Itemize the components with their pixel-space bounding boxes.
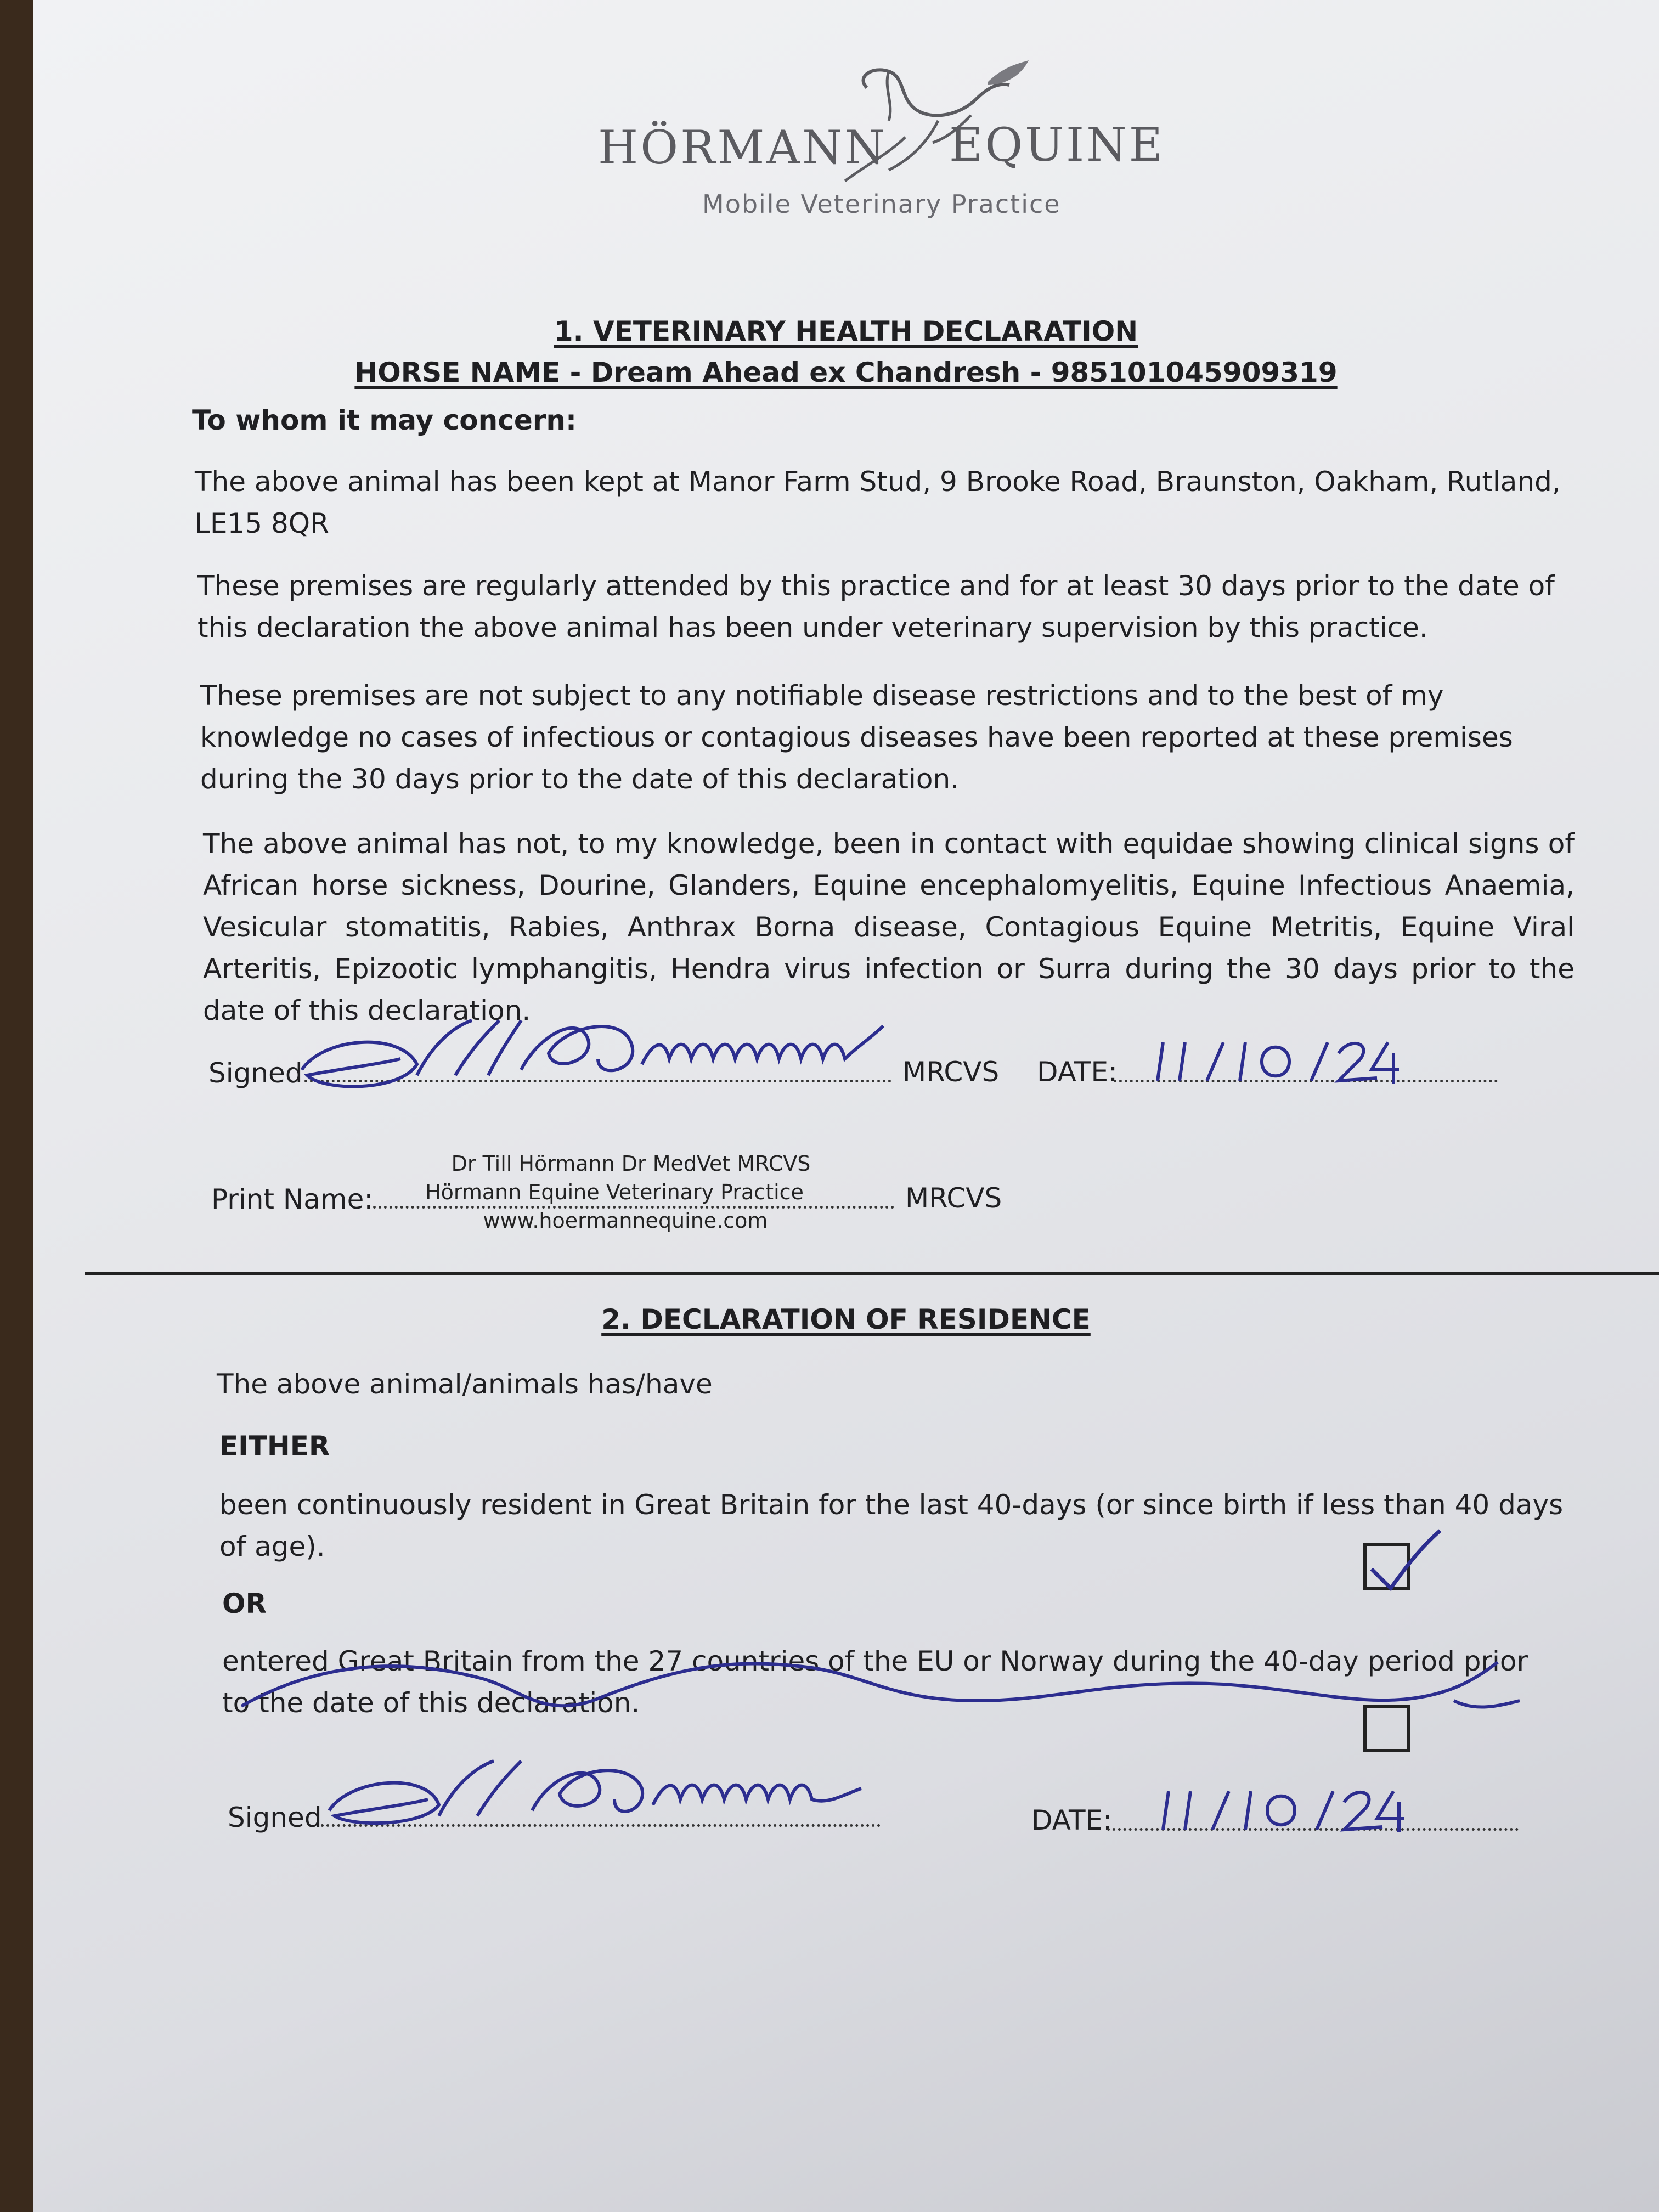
date-label-2: DATE: xyxy=(1031,1804,1112,1836)
signed-label-2: Signed xyxy=(228,1802,322,1833)
stamp-line-2: Hörmann Equine Veterinary Practice xyxy=(425,1180,804,1204)
checkmark-icon xyxy=(1366,1525,1443,1596)
paragraph-disease-contact: The above animal has not, to my knowledge, been in contact with equidae showing clinical signs of African horse sickness, Dourine, Glanders, Equine encephalomyelitis, Equine Infectious Anaemia, Vesicular stomatitis, Rabies, Anthrax Borna disease, Contagious Equine Metritis, Equine Viral Arteritis, Epizootic lymphangitis, Hendra virus infection or Surra during the 30 days prior to the date of this declaration. xyxy=(203,828,1575,1026)
mrcvs-label-1: MRCVS xyxy=(902,1056,1000,1088)
practice-logo xyxy=(33,49,1659,230)
print-name-label: Print Name: xyxy=(211,1183,374,1215)
section-divider xyxy=(85,1272,1659,1275)
brand-right: EQUINE xyxy=(949,118,1165,172)
section2-title: 2. DECLARATION OF RESIDENCE xyxy=(601,1304,1091,1335)
stamp-line-1: Dr Till Hörmann Dr MedVet MRCVS xyxy=(451,1152,811,1176)
or-label: OR xyxy=(222,1588,267,1620)
handwritten-signature-1 xyxy=(291,1004,900,1097)
option2-text: entered Great Britain from the 27 countries of the EU or Norway during the 40-day period prior to the date of this declaration. xyxy=(222,1645,1528,1719)
handwritten-date-1 xyxy=(1147,1031,1410,1086)
either-label: EITHER xyxy=(219,1430,330,1462)
strikethrough-scribble xyxy=(236,1646,1525,1723)
option2-checkbox[interactable] xyxy=(1363,1705,1410,1752)
stamp-line-3: www.hoermannequine.com xyxy=(483,1209,768,1233)
option1-text: been continuously resident in Great Britain for the last 40-days (or since birth if less than 40 days of age). xyxy=(219,1489,1564,1562)
brand-subtitle: Mobile Veterinary Practice xyxy=(702,189,1061,219)
handwritten-signature-2 xyxy=(318,1750,878,1832)
practice-stamp xyxy=(425,1149,900,1235)
date-label-1: DATE: xyxy=(1037,1056,1118,1088)
handwritten-date-2 xyxy=(1152,1780,1415,1835)
paragraph-supervision: These premises are regularly attended by this practice and for at least 30 days prior to the date of this declaration the above animal has been under veterinary supervision by this practice. xyxy=(198,570,1555,644)
print-mrcvs-label: MRCVS xyxy=(905,1182,1002,1214)
declaration-page xyxy=(33,0,1659,2212)
section1-title: 1. VETERINARY HEALTH DECLARATION xyxy=(554,315,1138,347)
salutation: To whom it may concern: xyxy=(192,404,577,436)
horse-name-line: HORSE NAME - Dream Ahead ex Chandresh - 985101045909319 xyxy=(354,357,1338,388)
signed-label-1: Signed xyxy=(208,1057,303,1089)
brand-left: HÖRMANN xyxy=(598,121,888,174)
paragraph-restrictions: These premises are not subject to any notifiable disease restrictions and to the best of my knowledge no cases of infectious or contagious diseases have been reported at these premises during the 30 days prior to the date of this declaration. xyxy=(200,680,1513,795)
residence-intro: The above animal/animals has/have xyxy=(217,1368,713,1400)
paragraph-premises: The above animal has been kept at Manor Farm Stud, 9 Brooke Road, Braunston, Oakham, Rutland, LE15 8QR xyxy=(195,466,1561,539)
